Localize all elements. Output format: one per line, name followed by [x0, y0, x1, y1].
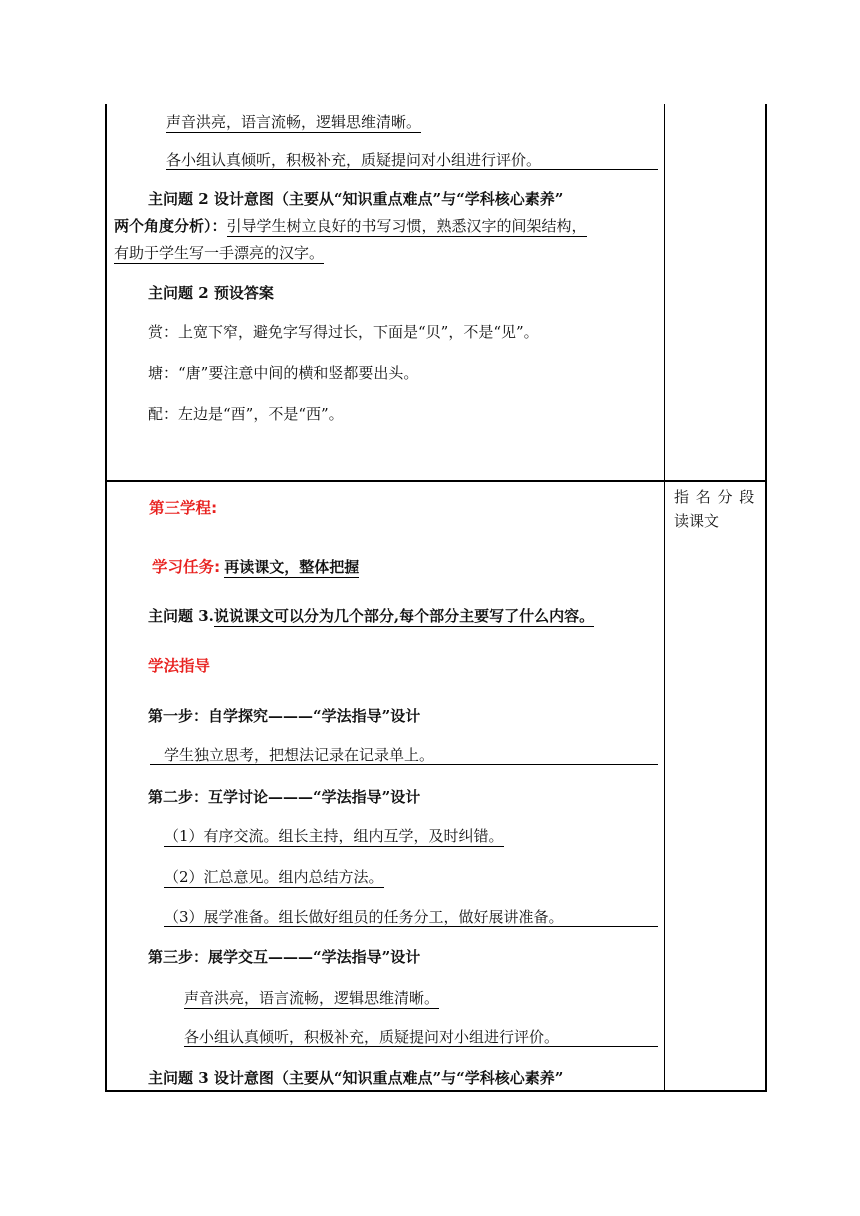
step2-item: （2）汇总意见。组内总结方法。 [164, 868, 384, 886]
step3-heading: 第三步：展学交互———“学法指导”设计 [148, 948, 421, 966]
step2-heading: 第二步：互学讨论———“学法指导”设计 [148, 788, 421, 806]
step3-line2: 各小组认真倾听，积极补充，质疑提问对小组进行评价。 [184, 1028, 560, 1046]
column-divider [664, 104, 665, 1092]
task-line: 学习任务: 再读课文，整体把握 [152, 558, 360, 576]
step1-underline [150, 764, 658, 765]
stage-title: 第三学程: [149, 499, 218, 517]
step2-item: （1）有序交流。组长主持，组内互学，及时纠错。 [164, 827, 504, 845]
answer-heading: 主问题 2 预设答案 [148, 284, 274, 302]
design2-line-2: 有助于学生写一手漂亮的汉字。 [114, 244, 325, 262]
step3-line1: 声音洪亮，语言流畅，逻辑思维清晰。 [184, 989, 440, 1007]
side-note [674, 485, 755, 533]
cell1-line1: 声音洪亮，语言流畅，逻辑思维清晰。 [166, 113, 422, 131]
step1-text: 学生独立思考，把想法记录在记录单上。 [164, 746, 435, 764]
cell1-line2-underline [166, 169, 658, 170]
answer-item: 塘：“唐”要注意中间的横和竖都要出头。 [148, 364, 419, 382]
table-left-border [105, 104, 107, 1092]
step3-line2-underline [184, 1046, 658, 1047]
answer-item: 配：左边是“酉”，不是“西”。 [148, 405, 344, 423]
method-title: 学法指导 [148, 657, 211, 675]
answer-item: 赏：上宽下窄，避免字写得过长，下面是“贝”，不是“见”。 [148, 323, 539, 341]
design2-heading: 主问题 2 设计意图（主要从“知识重点难点”与“学科核心素养” [148, 190, 564, 208]
table-right-border [765, 104, 767, 1092]
step2-item3-underline [164, 926, 658, 927]
design2-line: 两个角度分析）：引导学生树立良好的书写习惯，熟悉汉字的间架结构， [114, 217, 587, 235]
design3-heading: 主问题 3 设计意图（主要从“知识重点难点”与“学科核心素养” [148, 1069, 564, 1087]
step1-heading: 第一步：自学探究———“学法指导”设计 [148, 707, 421, 725]
side-note-line: 指 名 分 段 [674, 488, 756, 506]
table-bottom-border [105, 1090, 767, 1092]
question3: 主问题 3.说说课文可以分为几个部分,每个部分主要写了什么内容。 [148, 607, 595, 625]
step2-item: （3）展学准备。组长做好组员的任务分工，做好展讲准备。 [164, 908, 564, 926]
cell1-line2: 各小组认真倾听，积极补充，质疑提问对小组进行评价。 [166, 151, 542, 169]
row-divider [105, 480, 767, 482]
side-note-line: 读课文 [674, 512, 720, 530]
